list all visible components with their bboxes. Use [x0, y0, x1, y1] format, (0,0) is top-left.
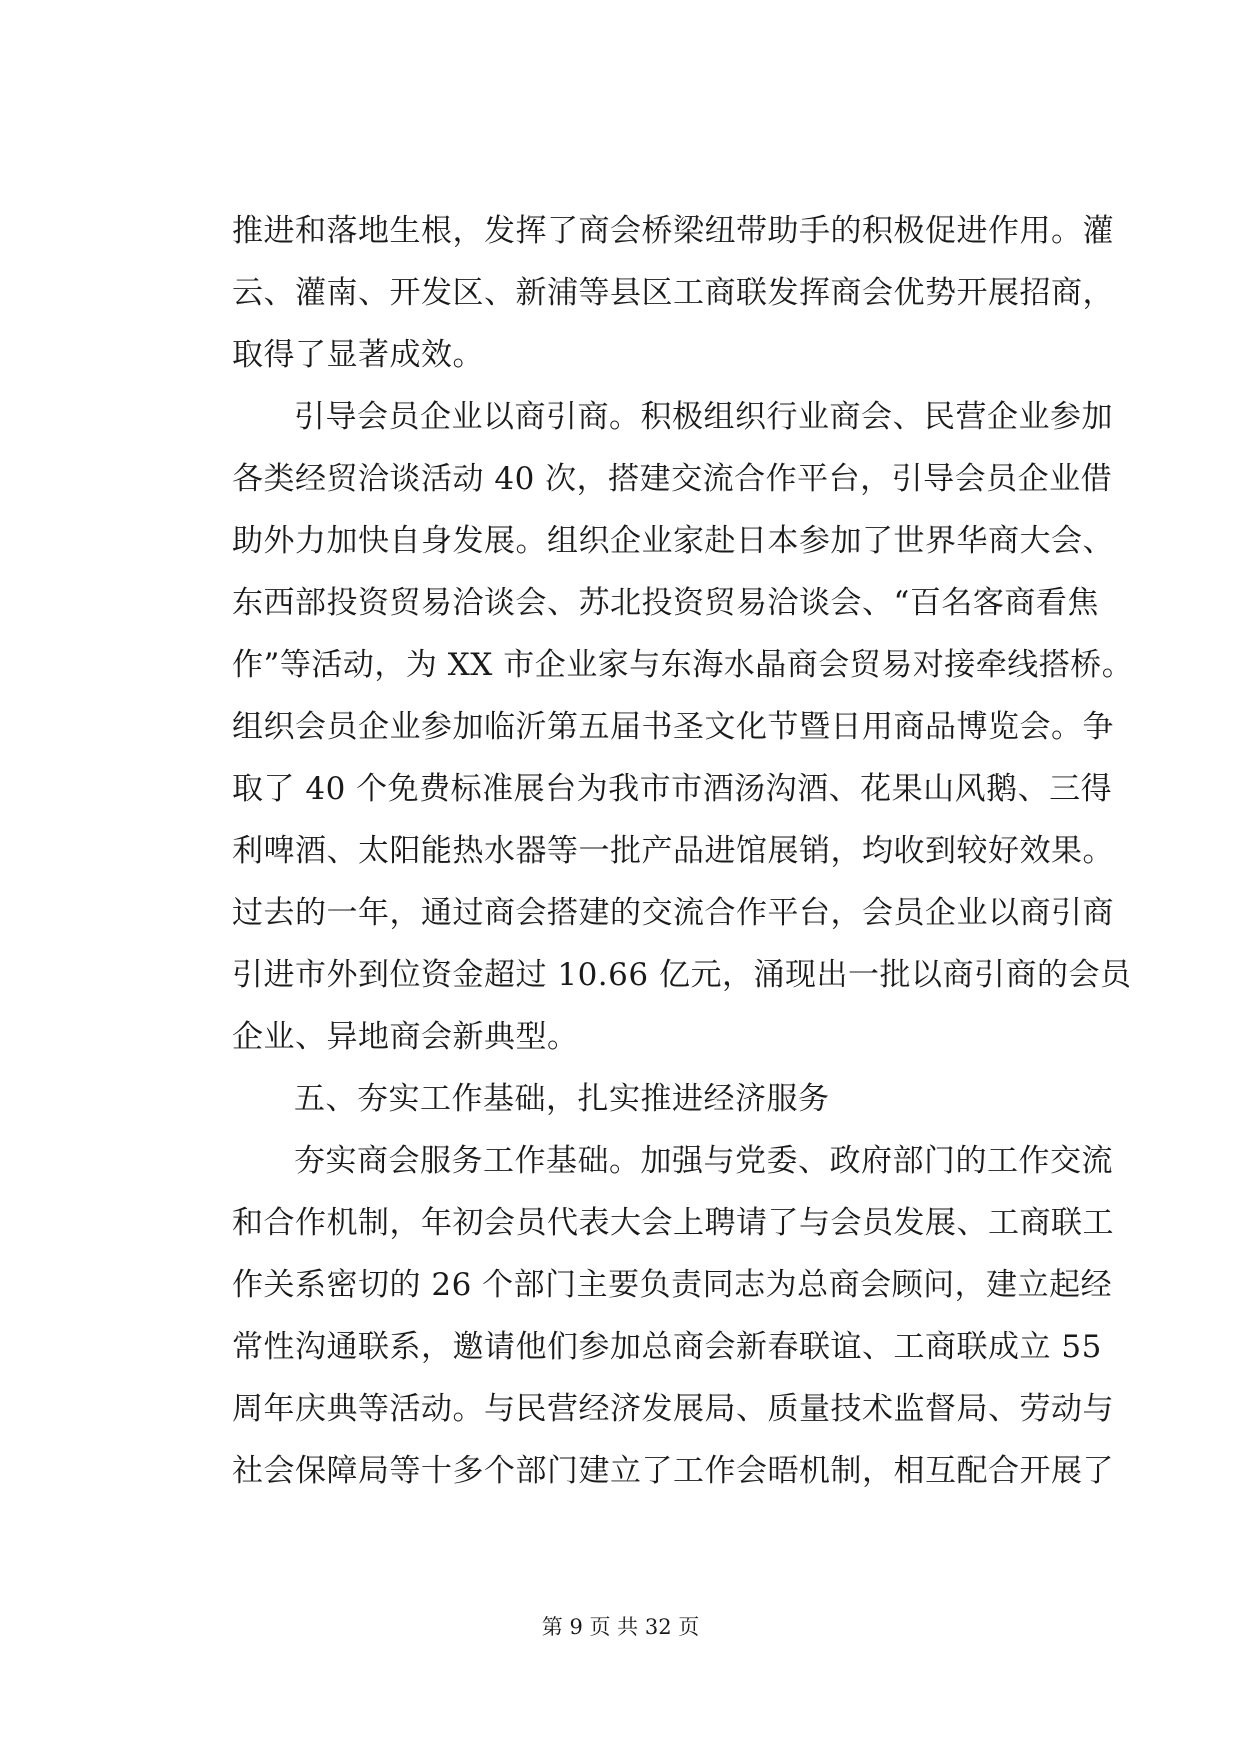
text-line-3: 取得了显著成效。	[232, 337, 484, 373]
paragraph-start-line: 夯实商会服务工作基础。加强与党委、政府部门的工作交流	[294, 1143, 1113, 1179]
text-line-12: 过去的一年，通过商会搭建的交流合作平台，会员企业以商引商	[232, 895, 1114, 931]
text-line-11: 利啤酒、太阳能热水器等一批产品进馆展销，均收到较好效果。	[232, 833, 1114, 869]
text-line-20: 周年庆典等活动。与民营经济发展局、质量技术监督局、劳动与	[232, 1391, 1114, 1427]
text-line-14: 企业、异地商会新典型。	[232, 1019, 579, 1055]
text-line-19: 常性沟通联系，邀请他们参加总商会新春联谊、工商联成立 55	[232, 1329, 1102, 1365]
text-line-6: 助外力加快自身发展。组织企业家赴日本参加了世界华商大会、	[232, 523, 1114, 559]
page-footer: 第 9 页 共 32 页	[541, 1615, 700, 1639]
document-body	[232, 200, 1134, 1502]
text-line-17: 和合作机制，年初会员代表大会上聘请了与会员发展、工商联工	[232, 1205, 1114, 1241]
text-line-9: 组织会员企业参加临沂第五届书圣文化节暨日用商品博览会。争	[232, 709, 1114, 745]
text-line-1: 推进和落地生根，发挥了商会桥梁纽带助手的积极促进作用。灌	[232, 213, 1114, 249]
text-line-5: 各类经贸洽谈活动 40 次，搭建交流合作平台，引导会员企业借	[232, 461, 1113, 497]
text-line-13: 引进市外到位资金超过 10.66 亿元，涌现出一批以商引商的会员	[232, 957, 1132, 993]
text-line-2: 云、灌南、开发区、新浦等县区工商联发挥商会优势开展招商，	[232, 275, 1114, 311]
text-line-18: 作关系密切的 26 个部门主要负责同志为总商会顾问，建立起经	[232, 1267, 1113, 1303]
text-line-10: 取了 40 个免费标准展台为我市市酒汤沟酒、花果山风鹅、三得	[232, 771, 1113, 807]
text-line-8: 作”等活动，为 XX 市企业家与东海水晶商会贸易对接牵线搭桥。	[232, 647, 1134, 683]
text-line-7: 东西部投资贸易洽谈会、苏北投资贸易洽谈会、“百名客商看焦	[232, 585, 1099, 621]
text-line-21: 社会保障局等十多个部门建立了工作会晤机制，相互配合开展了	[232, 1453, 1114, 1489]
section-heading: 五、夯实工作基础，扎实推进经济服务	[294, 1081, 830, 1117]
paragraph-start-line: 引导会员企业以商引商。积极组织行业商会、民营企业参加	[294, 399, 1113, 435]
